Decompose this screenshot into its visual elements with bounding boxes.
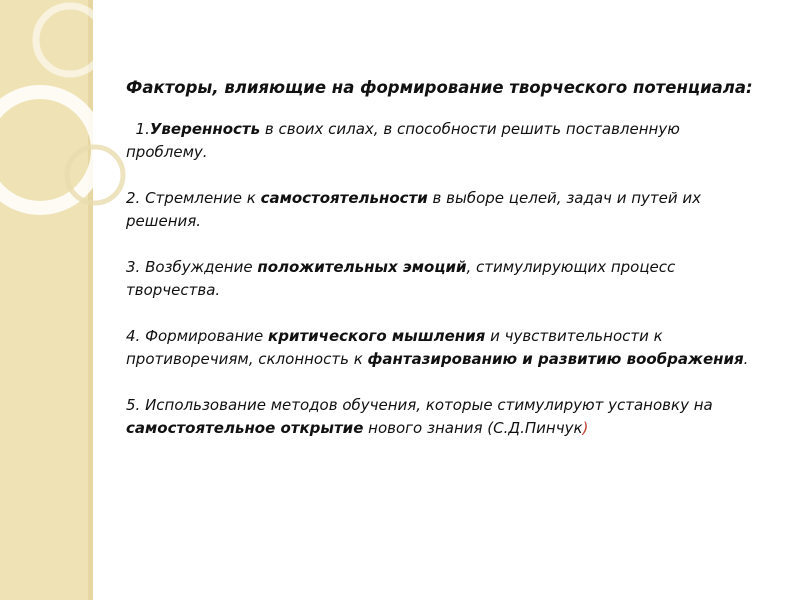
slide-body bbox=[126, 76, 766, 463]
factor-item-4 bbox=[126, 325, 766, 371]
factor-1-number: 1. bbox=[135, 120, 150, 138]
factor-4-keyword: критического мышления bbox=[268, 327, 486, 345]
factor-3-keyword: положительных эмоций bbox=[257, 258, 467, 276]
slide-title: Факторы, влияющие на формирование творческого потенциала: bbox=[126, 78, 753, 97]
decorative-band-edge bbox=[88, 0, 93, 600]
factor-4-middle: и чувствительности к противоречиям, склонность к bbox=[126, 327, 663, 368]
factor-1-text: в своих силах, в способности решить поставленную проблему. bbox=[126, 120, 680, 161]
factor-5-middle: нового знания (С.Д.Пинчук bbox=[363, 419, 583, 437]
factor-2-prefix: 2. Стремление к bbox=[126, 189, 261, 207]
factor-1-keyword: Уверенность bbox=[149, 120, 261, 138]
factor-4-text: . bbox=[743, 350, 749, 368]
factor-5-prefix: 5. Использование методов обучения, которые стимулируют установку на bbox=[126, 396, 713, 414]
factor-2-text: в выборе целей, задач и путей их решения. bbox=[126, 189, 701, 230]
factor-4-prefix: 4. Формирование bbox=[126, 327, 269, 345]
factor-item-2 bbox=[126, 187, 766, 233]
factor-item-1 bbox=[126, 118, 766, 164]
factor-5-closing-paren: ) bbox=[582, 419, 589, 437]
factor-3-prefix: 3. Возбуждение bbox=[126, 258, 258, 276]
factor-2-keyword: самостоятельности bbox=[260, 189, 428, 207]
factor-5-keyword: самостоятельное открытие bbox=[126, 419, 364, 437]
factor-item-3 bbox=[126, 256, 766, 302]
decorative-side-band bbox=[0, 0, 88, 600]
factor-item-5 bbox=[126, 394, 766, 440]
factor-4-keyword-2: фантазированию и развитию воображения bbox=[367, 350, 744, 368]
factor-3-text: , стимулирующих процесс творчества. bbox=[126, 258, 676, 299]
